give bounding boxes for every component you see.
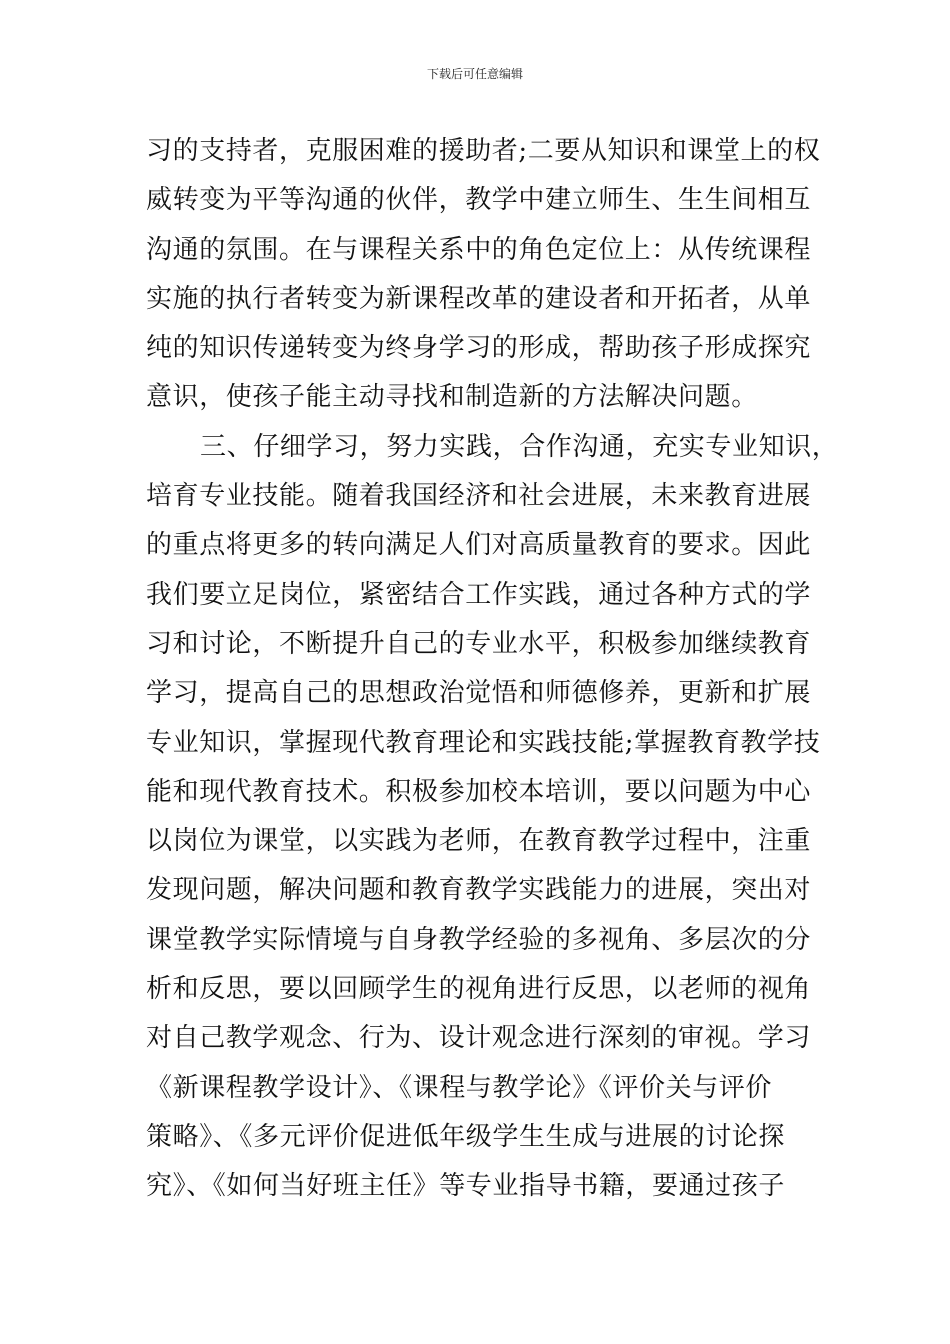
- text-line: 学习，提高自己的思想政治觉悟和师德修养，更新和扩展: [146, 678, 812, 709]
- text-line: 习和讨论，不断提升自己的专业水平，积极参加继续教育: [146, 628, 812, 659]
- text-line: 能和现代教育技术。积极参加校本培训，要以问题为中心: [146, 776, 812, 807]
- text-line: 究》、《如何当好班主任》等专业指导书籍，要通过孩子: [146, 1171, 786, 1202]
- text-line: 策略》、《多元评价促进低年级学生生成与进展的讨论探: [146, 1121, 786, 1152]
- paragraph-start-line: 三、仔细学习，努力实践，合作沟通，充实专业知识，: [200, 431, 839, 462]
- text-line: 纯的知识传递转变为终身学习的形成，帮助孩子形成探究: [146, 333, 812, 364]
- document-body: [146, 127, 839, 1212]
- text-line: 威转变为平等沟通的伙伴，教学中建立师生、生生间相互: [146, 185, 812, 216]
- text-line: 课堂教学实际情境与自身教学经验的多视角、多层次的分: [146, 924, 812, 955]
- page-header: 下载后可任意编辑: [426, 67, 523, 81]
- text-line: 实施的执行者转变为新课程改革的建设者和开拓者，从单: [146, 283, 812, 314]
- text-line: 沟通的氛围。在与课程关系中的角色定位上：从传统课程: [146, 234, 812, 265]
- text-line: 专业知识，掌握现代教育理论和实践技能;掌握教育教学技: [146, 727, 821, 758]
- text-line: 《新课程教学设计》、《课程与教学论》《评价关与评价: [146, 1072, 773, 1103]
- text-line: 析和反思，要以回顾学生的视角进行反思，以老师的视角: [146, 974, 812, 1005]
- text-line: 发现问题，解决问题和教育教学实践能力的进展，突出对: [146, 875, 812, 906]
- text-line: 以岗位为课堂，以实践为老师，在教育教学过程中，注重: [146, 826, 812, 857]
- text-line: 的重点将更多的转向满足人们对高质量教育的要求。因此: [146, 530, 812, 561]
- text-line: 培育专业技能。随着我国经济和社会进展，未来教育进展: [146, 481, 812, 512]
- text-line: 对自己教学观念、行为、设计观念进行深刻的审视。学习: [146, 1023, 812, 1054]
- text-line: 习的支持者，克服困难的援助者;二要从知识和课堂上的权: [146, 136, 821, 166]
- text-line: 我们要立足岗位，紧密结合工作实践，通过各种方式的学: [146, 579, 812, 610]
- text-line: 意识，使孩子能主动寻找和制造新的方法解决问题。: [146, 382, 758, 413]
